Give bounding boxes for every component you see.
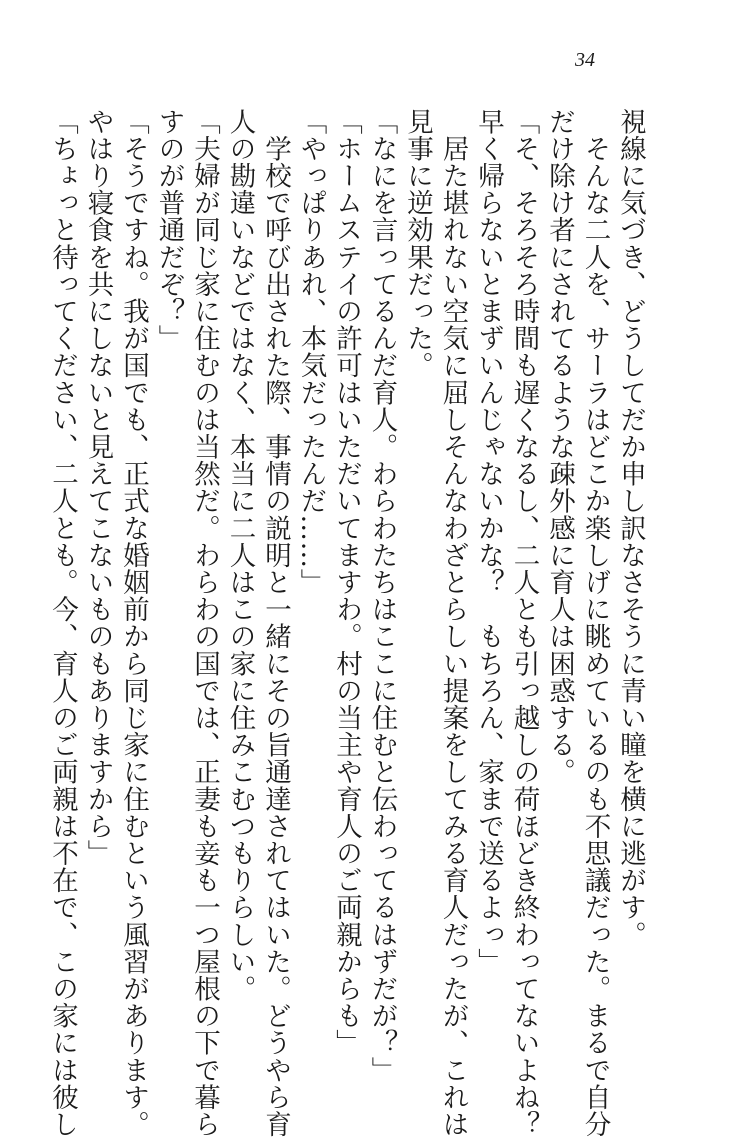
text-line: 居た堪れない空気に屈しそんなわざとらしい提案をしてみる育人だったが、これは — [437, 108, 469, 1138]
text-line: 見事に逆効果だった。 — [402, 108, 433, 379]
text-line: 「そうですね。我が国でも、正式な婚姻前から同じ家に住むという風習があります。 — [118, 108, 149, 1138]
text-line: 視線に気づき、どうしてだか申し訳なさそうに青い瞳を横に逃がす。 — [615, 108, 646, 949]
text-line: 学校で呼び出された際、事情の説明と一緒にその旨通達されてはいた。どうやら育 — [260, 108, 291, 1138]
text-line: すのが普通だぞ？」 — [153, 108, 185, 352]
text-line: 「やっぱりあれ、本気だったんだ……」 — [295, 108, 327, 596]
vertical-text-body — [45, 108, 649, 1138]
text-line: 「夫婦が同じ家に住むのは当然だ。わらわの国では、正妻も妾も一つ屋根の下で暮ら — [189, 108, 220, 1138]
page-number: 34 — [575, 49, 595, 71]
text-line: 早く帰らないとまずいんじゃないかな？ もちろん、家まで送るよっ」 — [473, 108, 504, 976]
text-line: 「ちょっと待ってください、二人とも。今、育人のご両親は不在で、この家には彼し — [47, 108, 78, 1138]
text-line: やはり寝食を共にしないと見えてこないものもありますから」 — [82, 108, 114, 867]
text-line: だけ除け者にされてるような疎外感に育人は困惑する。 — [544, 108, 575, 786]
text-line: 「そ、そろそろ時間も遅くなるし、二人とも引っ越しの荷ほどき終わってないよね？ — [508, 108, 540, 1138]
text-line: 「なにを言ってるんだ育人。わらわたちはここに住むと伝わってるはずだが？」 — [366, 108, 398, 1084]
text-line: 「ホームステイの許可はいただいてますわ。村の当主や育人のご両親からも」 — [331, 108, 362, 1057]
text-line: そんな二人を、サーラはどこか楽しげに眺めているのも不思議だった。まるで自分 — [579, 108, 611, 1138]
text-line: 人の勘違いなどではなく、本当に二人はこの家に住みこむつもりらしい。 — [224, 108, 256, 1003]
